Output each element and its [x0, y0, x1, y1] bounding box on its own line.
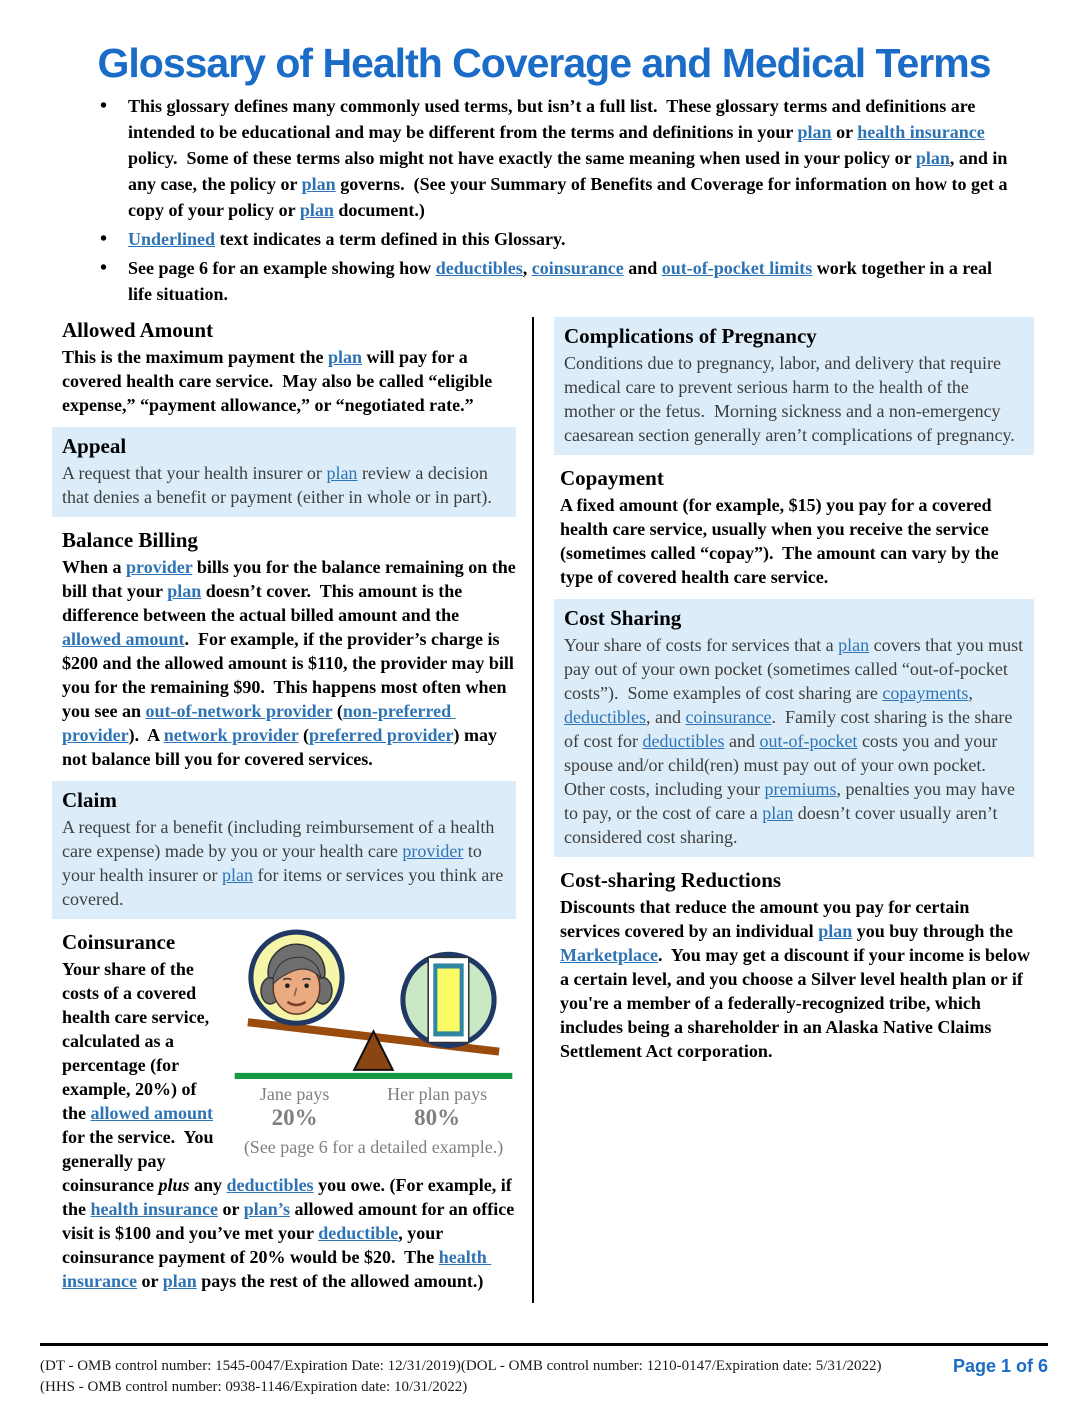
figure-labels — [231, 1083, 516, 1131]
plan-card-icon — [403, 954, 494, 1045]
footer-omb-block — [40, 1356, 882, 1398]
page-title: Glossary of Health Coverage and Medical Terms — [97, 40, 991, 86]
text-segment: review a decision that denies a benefit or payment (either in whole or in part). — [62, 463, 493, 507]
intro-bullet — [62, 93, 1018, 223]
text-segment: Conditions due to pregnancy, labor, and delivery that require medical care to prevent serious harm to the health of the mother or the fetus. Morning sickness and a non-emergency caesarean section generally aren’t complications of pregnancy. — [564, 353, 1015, 445]
glossary-term-link[interactable]: plan’s — [243, 1199, 291, 1219]
term-definition — [560, 493, 1030, 589]
glossary-term-link[interactable]: deductibles — [564, 707, 646, 727]
text-segment: A request that your health insurer or — [62, 463, 327, 483]
glossary-term-link[interactable]: plan — [328, 347, 363, 367]
glossary-term-link[interactable]: out-of-pocket limits — [661, 258, 813, 278]
text-segment: . For example, if the provider’s charge is $200 and the allowed amount is $110, the provider may bill you for the remaining $90. This happens most often when you see an — [62, 629, 519, 721]
section-cost-sharing-reductions — [560, 867, 1035, 1063]
glossary-term-link[interactable]: Underlined — [128, 229, 216, 249]
footer-omb-line-1: (DT - OMB control number: 1545-0047/Expiration Date: 12/31/2019)(DOL - OMB control number: 1210-0147/Expiration date: 5/31/2022) — [40, 1358, 882, 1374]
glossary-term-link[interactable]: provider — [126, 557, 193, 577]
section-balance-billing — [62, 527, 521, 771]
text-segment: plus — [158, 1175, 190, 1195]
left-column — [62, 317, 532, 1303]
footer-omb-line-2: (HHS - OMB control number: 0938-1146/Expiration date: 10/31/2022) — [40, 1379, 468, 1395]
page-number: Page 1 of 6 — [952, 1356, 1048, 1376]
text-segment: and — [724, 731, 760, 751]
intro-bullet-list — [62, 93, 1018, 307]
text-segment: or — [137, 1271, 163, 1291]
glossary-term-link[interactable]: health insurance — [62, 1247, 492, 1291]
glossary-term-link[interactable]: plan — [162, 1271, 197, 1291]
term-heading: Claim — [62, 788, 117, 812]
section-copayment — [560, 465, 1030, 589]
glossary-term-link[interactable]: out-of-pocket — [759, 731, 858, 751]
text-segment: ). A — [128, 725, 164, 745]
term-definition — [62, 555, 521, 771]
text-segment: ( — [298, 725, 310, 745]
glossary-term-link[interactable]: plan — [299, 200, 334, 220]
glossary-term-link[interactable]: health insurance — [857, 122, 985, 142]
text-segment: . You may get a discount if your income is below a certain level, and you choose a Silver level health plan or if you're a member of a federally-recognized tribe, which includes being a shareholder in an Alaska Native Claims Settlement Act corporation. — [560, 945, 1035, 1061]
figure-caption: (See page 6 for a detailed example.) — [243, 1137, 504, 1157]
text-segment: This glossary defines many commonly used terms, but isn’t a full list. These glossary terms and definitions are intended to be educational and may be different from the terms and definitions in your — [128, 96, 980, 142]
text-segment: ) may not balance bill you for covered services. — [62, 725, 502, 769]
term-heading: Balance Billing — [62, 528, 198, 552]
jane-pays-block — [260, 1083, 329, 1131]
section-cost-sharing — [554, 599, 1034, 857]
footer-divider — [40, 1343, 1048, 1346]
text-segment: and — [623, 258, 662, 278]
section-claim — [52, 781, 516, 919]
text-segment: doesn’t cover. This amount is the difference between the actual billed amount and the — [62, 581, 467, 625]
text-segment: , — [968, 683, 978, 703]
text-segment: ( — [332, 701, 343, 721]
text-segment: , and in any case, the policy or — [128, 148, 1012, 194]
text-segment: This is the maximum payment the — [62, 347, 329, 367]
text-segment: , your coinsurance payment of 20% would be $20. The — [62, 1223, 448, 1267]
term-heading: Cost-sharing Reductions — [560, 868, 782, 892]
glossary-term-link[interactable]: deductible — [318, 1223, 399, 1243]
text-segment: When a — [62, 557, 127, 577]
intro-bullet — [62, 226, 1018, 252]
term-heading: Cost Sharing — [564, 606, 682, 630]
text-segment: doesn’t cover usually aren’t considered cost sharing. — [564, 803, 1003, 847]
glossary-term-link[interactable]: deductibles — [226, 1175, 314, 1195]
glossary-term-link[interactable]: premiums — [764, 779, 837, 799]
text-segment: text indicates a term defined in this Glossary. — [215, 229, 566, 249]
glossary-term-link[interactable]: provider — [402, 841, 464, 861]
text-segment: work together in a real life situation. — [128, 258, 997, 304]
glossary-term-link[interactable]: deductibles — [435, 258, 523, 278]
glossary-term-link[interactable]: plan — [762, 803, 794, 823]
text-segment: A fixed amount (for example, $15) you pay for a covered health care service, usually when you receive the service (sometimes called “copay”). The amount can vary by the type of covered health care service. — [560, 495, 1004, 587]
text-segment: to your health insurer or — [62, 841, 487, 885]
section-appeal — [52, 427, 516, 517]
glossary-term-link[interactable]: Marketplace — [560, 945, 658, 965]
plan-pays-value: 80% — [414, 1105, 461, 1130]
text-segment: policy. Some of these terms also might not have exactly the same meaning when used in your policy or — [128, 122, 990, 168]
term-definition — [62, 461, 506, 509]
glossary-term-link[interactable]: plan — [221, 865, 253, 885]
text-segment: , penalties you may have to pay, or the cost of care a — [564, 779, 1020, 823]
plan-pays-label: Her plan pays — [387, 1084, 488, 1104]
section-complications-of-pregnancy — [554, 317, 1034, 455]
text-segment: pays the rest of the allowed amount.) — [196, 1271, 484, 1291]
text-segment: you owe. (For example, if the — [62, 1175, 517, 1219]
glossary-term-link[interactable]: plan — [797, 122, 832, 142]
text-segment: bills you for the balance remaining on the bill that your — [62, 557, 521, 601]
term-heading: Copayment — [560, 466, 664, 490]
glossary-term-link[interactable]: non-preferred provider — [62, 701, 456, 745]
glossary-term-link[interactable]: plan — [915, 148, 950, 168]
text-segment: , and — [645, 707, 686, 727]
glossary-term-link[interactable]: health insurance — [90, 1199, 219, 1219]
term-heading: Coinsurance — [62, 930, 176, 954]
term-definition — [560, 895, 1035, 1063]
glossary-term-link[interactable]: out-of-network provider — [145, 701, 333, 721]
jane-face-icon — [251, 932, 342, 1023]
glossary-term-link[interactable]: plan — [838, 635, 870, 655]
term-definition — [564, 351, 1024, 447]
intro-section — [62, 93, 1018, 307]
intro-bullet — [62, 255, 1018, 307]
glossary-term-link[interactable]: coinsurance — [531, 258, 624, 278]
glossary-term-link[interactable]: plan — [167, 581, 202, 601]
text-segment: governs. (See your Summary of Benefits and Coverage for information on how to get a copy of your policy or — [128, 174, 1012, 220]
text-segment: will pay for a covered health care service. May also be called “eligible expense,” “payment allowance,” or “negotiated rate.” — [62, 347, 497, 415]
text-segment: covers that you must pay out of your own pocket (sometimes called “out-of-pocket costs”). Some examples of cost sharing are — [564, 635, 1028, 703]
page-footer — [40, 1343, 1048, 1398]
glossary-term-link[interactable]: allowed amount — [62, 629, 185, 649]
text-segment: See page 6 for an example showing how — [128, 258, 436, 278]
text-segment: or — [831, 122, 858, 142]
text-segment: costs you and your spouse and/or child(ren) must pay out of your own pocket. Other costs, including your — [564, 731, 1002, 799]
jane-pays-label: Jane pays — [259, 1084, 330, 1104]
section-allowed-amount — [62, 317, 516, 417]
term-definition — [62, 815, 506, 911]
text-segment: for the service. You generally pay coinsurance — [62, 1103, 218, 1195]
seesaw-balance-icon — [231, 929, 516, 1081]
glossary-term-link[interactable]: deductibles — [642, 731, 725, 751]
glossary-term-link[interactable]: plan — [301, 174, 336, 194]
text-segment: Your share of costs for services that a — [564, 635, 839, 655]
glossary-term-link[interactable]: plan — [818, 921, 853, 941]
text-segment: for items or services you think are covered. — [62, 865, 508, 909]
glossary-term-link[interactable]: plan — [326, 463, 358, 483]
text-segment: document.) — [333, 200, 425, 220]
glossary-term-link[interactable]: copayments — [882, 683, 969, 703]
text-segment: allowed amount for an office visit is $100 and you’ve met your — [62, 1199, 519, 1243]
jane-pays-value: 20% — [271, 1105, 318, 1130]
text-segment: or — [218, 1199, 244, 1219]
right-column — [534, 317, 1035, 1303]
term-heading: Allowed Amount — [62, 318, 214, 342]
glossary-term-link[interactable]: preferred provider — [309, 725, 454, 745]
coinsurance-illustration — [231, 929, 516, 1159]
glossary-term-link[interactable]: allowed amount — [90, 1103, 214, 1123]
text-segment: , — [522, 258, 532, 278]
term-definition — [564, 633, 1028, 849]
glossary-columns — [62, 317, 1035, 1303]
text-segment: Your share of the costs of a covered health care service, calculated as a percentage (for example, 20%) of the — [62, 959, 214, 1123]
term-heading: Appeal — [62, 434, 127, 458]
text-segment: any — [189, 1175, 227, 1195]
text-segment: Discounts that reduce the amount you pay for certain services covered by an individual — [560, 897, 974, 941]
term-definition — [62, 345, 516, 417]
glossary-term-link[interactable]: coinsurance — [685, 707, 772, 727]
text-segment: A request for a benefit (including reimbursement of a health care expense) made by you or your health care — [62, 817, 499, 861]
text-segment: . Family cost sharing is the share of cost for — [564, 707, 1017, 751]
plan-pays-block — [387, 1083, 487, 1131]
section-coinsurance — [62, 929, 519, 1293]
term-heading: Complications of Pregnancy — [564, 324, 817, 348]
glossary-term-link[interactable]: network provider — [163, 725, 299, 745]
text-segment: you buy through the — [852, 921, 1018, 941]
